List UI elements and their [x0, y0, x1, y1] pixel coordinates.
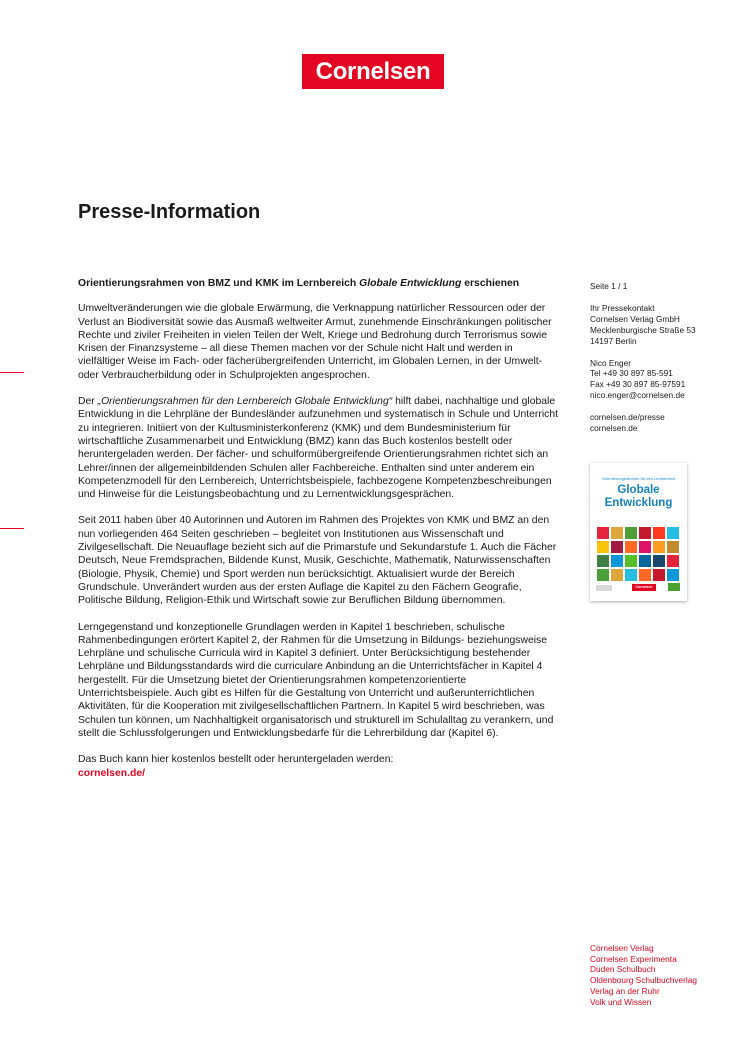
sdg-tile	[639, 541, 651, 553]
sdg-tile	[625, 541, 637, 553]
download-text: Das Buch kann hier kostenlos bestellt oder heruntergeladen werden:	[78, 754, 394, 766]
contact-fax: Fax +49 30 897 85-97591	[590, 379, 686, 390]
publisher-logo: Cornelsen	[632, 584, 656, 591]
brand-item: Volk und Wissen	[590, 996, 652, 1007]
sdg-tile	[667, 527, 679, 539]
paragraph-3: Seit 2011 haben über 40 Autorinnen und Autoren im Rahmen des Projektes von KMK und BMZ an den nun vorliegenden 464 Seiten geschrieben – begleitet von Institutionen aus Wissenschaft und Zivilgesellschaft. Die Neuauflage bezieht sich auf die Primarstufe und Sekundarstufe 1. Auch die Fächer Deutsch, Neue Fremdsprachen, Bildende Kunst, Musik, Geschichte, Mathematik, Naturwissenschaften (Biologie, Physik, Chemie) und Sport werden nun berücksichtigt. Aktualisiert wurde der Bereich Grundschule. Unverändert wurden aus der ersten Auflage die Kapitel zu den Fächern Geografie, Politische Bildung, Religion-Ethik und Wirtschaft sowie zur Beruflichen Bildung übernommen.	[78, 515, 557, 607]
kmk-logo	[668, 583, 680, 591]
paragraph-2-prefix: Der	[78, 396, 98, 408]
sdg-tile	[653, 527, 665, 539]
press-release-body	[78, 277, 558, 780]
sdg-icon-grid	[597, 527, 679, 581]
contact-line: Ihr Pressekontakt	[590, 302, 655, 313]
book-title-quote: „Orientierungsrahmen für den Lernbereich Globale Entwicklung“	[97, 396, 393, 408]
brand-item: Verlag an der Ruhr	[590, 985, 660, 996]
sdg-tile	[597, 541, 609, 553]
sdg-tile	[639, 569, 651, 581]
contact-email[interactable]: nico.enger@cornelsen.de	[590, 390, 685, 401]
sdg-tile	[639, 555, 651, 567]
contact-line: Mecklenburgische Straße 53	[590, 324, 696, 335]
sdg-tile	[667, 555, 679, 567]
sdg-tile	[597, 527, 609, 539]
sdg-tile	[667, 569, 679, 581]
sdg-tile	[653, 555, 665, 567]
sdg-tile	[611, 569, 623, 581]
fold-mark	[0, 372, 24, 373]
press-contact-block	[590, 303, 740, 347]
headline	[78, 277, 558, 290]
sdg-tile	[639, 527, 651, 539]
sdg-tile	[597, 569, 609, 581]
contact-line: Cornelsen Verlag GmbH	[590, 313, 680, 324]
book-cover-footer	[596, 582, 681, 592]
headline-text-end: erschienen	[461, 278, 520, 289]
sdg-tile	[611, 541, 623, 553]
paragraph-4: Lerngegenstand und konzeptionelle Grundlagen werden in Kapitel 1 beschrieben, schulische Rahmenbedingungen erörtert Kapitel 2, der Rahmen für die Umsetzung in Bildungs- beziehungsweise Lehrpläne und schulische Curricula wird in Kapitel 3 definiert. Unter Berücksichtigung bestehender Lehrpläne und Bildungsstandards wird die curriculare Anbindung an die Unterrichtsfächer in Kapitel 4 hergestellt. Für die Umsetzung bietet der Orientierungsrahmen kompetenzorientierte Unterrichtsbeispiele. Auch gibt es Hilfen für die Gestaltung von Unterricht und außerunterrichtlichen Aktivitäten, für die Kooperation mit zivilgesellschaftlichen Partnern. In Kapitel 5 wird beschrieben, was Schulen tun können, um Nachhaltigkeit organisatorisch und strukturell im Schulalltag zu verankern, und stellt die Schlussfolgerungen und Entwicklungsbedarfe für die Lehrerbildung dar (Kapitel 6).	[78, 621, 554, 739]
page-title: Presse-Information	[78, 201, 261, 223]
sdg-tile	[667, 541, 679, 553]
brands-list	[590, 943, 697, 1007]
page-number: Seite 1 / 1	[590, 281, 628, 291]
sdg-tile	[597, 555, 609, 567]
sdg-tile	[653, 569, 665, 581]
contact-phone: Tel +49 30 897 85-591	[590, 368, 673, 379]
sdg-tile	[611, 555, 623, 567]
web-links-block	[590, 412, 740, 434]
paragraph-5	[78, 753, 558, 780]
cornelsen-logo: Cornelsen	[302, 54, 444, 89]
ministry-logo	[596, 585, 612, 591]
fold-mark	[0, 528, 24, 529]
sdg-tile	[625, 527, 637, 539]
sdg-tile	[611, 527, 623, 539]
headline-italic: Globale Entwicklung	[359, 278, 462, 289]
headline-text: Orientierungsrahmen von BMZ und KMK im Lernbereich	[78, 278, 360, 289]
book-cover-image	[590, 463, 687, 601]
contact-person-block	[590, 358, 740, 402]
paragraph-2-text: hilft dabei, nachhaltige und globale Entwicklung in die Lehrpläne der Bundesländer aufzunehmen und systematisch in Schule und Unterricht zu integrieren. Initiiert von der Kultusministerkonferenz (KMK) und dem Bundesministerium für wirtschaftliche Zusammenarbeit und Entwicklung (BMZ) kann das Buch kostenlos bestellt oder heruntergeladen werden. Der fächer- und schulformübergreifende Orientierungsrahmen richtet sich an Lehrer/innen der allgemeinbildenden Schulen aller Fachbereiche. Enthalten sind unter anderem ein Kompetenzmodell für den Lernbereich, Unterrichtsbeispiele, fachbezogene Kompetenzbeschreibungen und Hinweise für die Leistungsbeobachtung und zu Lernentwicklungsgesprächen.	[78, 396, 558, 501]
book-cover-subtitle: Orientierungsrahmen für den Lernbereich	[601, 476, 676, 481]
brand-item: Cornelsen Verlag	[590, 943, 654, 953]
sdg-tile	[625, 569, 637, 581]
contact-name: Nico Enger	[590, 357, 632, 368]
brand-item: Cornelsen Experimenta	[590, 953, 677, 964]
paragraph-1: Umweltveränderungen wie die globale Erwärmung, die Verknappung natürlicher Ressourcen oder der Verlust an Biodiversität sowie das Ausmaß weltweiter Armut, zunehmende Einschränkungen politischer Rechte und ziviler Freiheiten in vielen Teilen der Welt, Kriege und Bedrohung durch Terrorismus sowie Krisen der Finanzsysteme – all diese Themen machen vor der Schule nicht Halt und werden in vielfältiger Weise im Fach- oder fächerübergreifenden Unterricht, im Globalen Lernen, in der Umwelt- oder Verbraucherbildung oder in Schulprojekten angesprochen.	[78, 303, 552, 381]
paragraph-2	[78, 395, 558, 501]
web-link-presse[interactable]: cornelsen.de/presse	[590, 412, 665, 423]
contact-line: 14197 Berlin	[590, 335, 637, 346]
sidebar	[590, 281, 740, 445]
brand-item: Duden Schulbuch	[590, 964, 656, 975]
cornelsen-link[interactable]: cornelsen.de/	[78, 767, 145, 779]
web-link-home[interactable]: cornelsen.de	[590, 423, 638, 434]
book-cover-title: Entwicklung	[604, 496, 673, 509]
book-cover-title: Globale	[617, 484, 660, 496]
brand-item: Oldenbourg Schulbuchverlag	[590, 975, 698, 986]
sdg-tile	[653, 541, 665, 553]
sdg-tile	[625, 555, 637, 567]
